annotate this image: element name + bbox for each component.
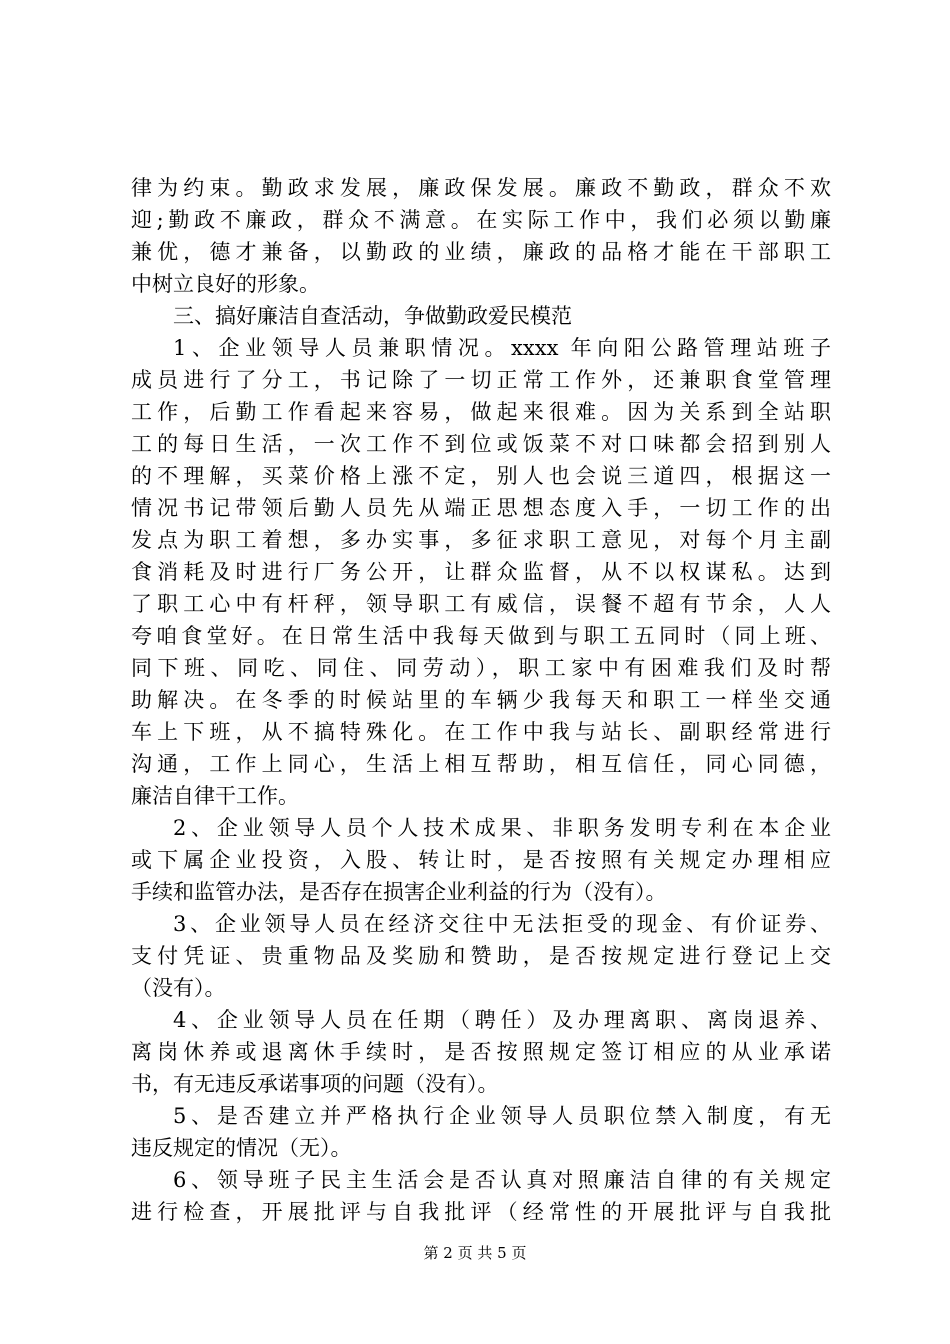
text-line: 同下班、同吃、同住、同劳动），职工家中有困难我们及时帮: [131, 656, 831, 680]
text-line: 了职工心中有杆秤，领导职工有威信，误餐不超有节余，人人: [131, 592, 831, 616]
page-footer: 第 2 页 共 5 页: [423, 1244, 527, 1262]
text-line: 夸咱食堂好。在日常生活中我每天做到与职工五同时（同上班、: [131, 624, 831, 648]
text-line: 4、企业领导人员在任期（聘任）及办理离职、离岗退养、: [173, 1008, 831, 1032]
text-line: 进行检查，开展批评与自我批评（经常性的开展批评与自我批: [131, 1200, 831, 1224]
text-line: 或下属企业投资，入股、转让时，是否按照有关规定办理相应: [131, 848, 831, 872]
text-line: 3、企业领导人员在经济交往中无法拒受的现金、有价证券、: [173, 912, 831, 936]
text-line: 6、领导班子民主生活会是否认真对照廉洁自律的有关规定: [173, 1168, 831, 1192]
text-line: 5、是否建立并严格执行企业领导人员职位禁入制度，有无: [173, 1104, 831, 1128]
text-line: 迎;勤政不廉政，群众不满意。在实际工作中，我们必须以勤廉: [131, 208, 831, 232]
text-line: 中树立良好的形象。: [131, 272, 320, 296]
text-line: 工的每日生活，一次工作不到位或饭菜不对口味都会招到别人: [131, 432, 831, 456]
text-line: 车上下班，从不搞特殊化。在工作中我与站长、副职经常进行: [131, 720, 831, 744]
text-line: 2、企业领导人员个人技术成果、非职务发明专利在本企业: [173, 816, 831, 840]
text-line: 书，有无违反承诺事项的问题（没有）。: [131, 1072, 499, 1096]
text-line: 三、搞好廉洁自查活动，争做勤政爱民模范: [173, 304, 572, 328]
document-body: [131, 172, 831, 1228]
text-line: 成员进行了分工，书记除了一切正常工作外，还兼职食堂管理: [131, 368, 831, 392]
text-line: 的不理解，买菜价格上涨不定，别人也会说三道四，根据这一: [131, 464, 831, 488]
text-line: 离岗休养或退离休手续时，是否按照规定签订相应的从业承诺: [131, 1040, 831, 1064]
text-line: 律为约束。勤政求发展，廉政保发展。廉政不勤政，群众不欢: [131, 176, 831, 200]
text-line: 沟通，工作上同心，生活上相互帮助，相互信任，同心同德，: [131, 752, 831, 776]
text-line: 违反规定的情况（无）。: [131, 1136, 352, 1160]
text-line: 助解决。在冬季的时候站里的车辆少我每天和职工一样坐交通: [131, 688, 831, 712]
text-line: 食消耗及时进行厂务公开，让群众监督，从不以权谋私。达到: [131, 560, 831, 584]
text-line: （没有）。: [131, 976, 226, 1000]
text-line: 发点为职工着想，多办实事，多征求职工意见，对每个月主副: [131, 528, 831, 552]
text-line: 工作，后勤工作看起来容易，做起来很难。因为关系到全站职: [131, 400, 831, 424]
text-line: 廉洁自律干工作。: [131, 784, 299, 808]
text-line: 兼优，德才兼备，以勤政的业绩，廉政的品格才能在干部职工: [131, 240, 831, 264]
text-line: 情况书记带领后勤人员先从端正思想态度入手，一切工作的出: [131, 496, 831, 520]
text-line: 支付凭证、贵重物品及奖励和赞助，是否按规定进行登记上交: [131, 944, 831, 968]
text-line: 手续和监管办法，是否存在损害企业利益的行为（没有）。: [131, 880, 667, 904]
text-line: 1、企业领导人员兼职情况。xxxx 年向阳公路管理站班子: [173, 336, 831, 360]
